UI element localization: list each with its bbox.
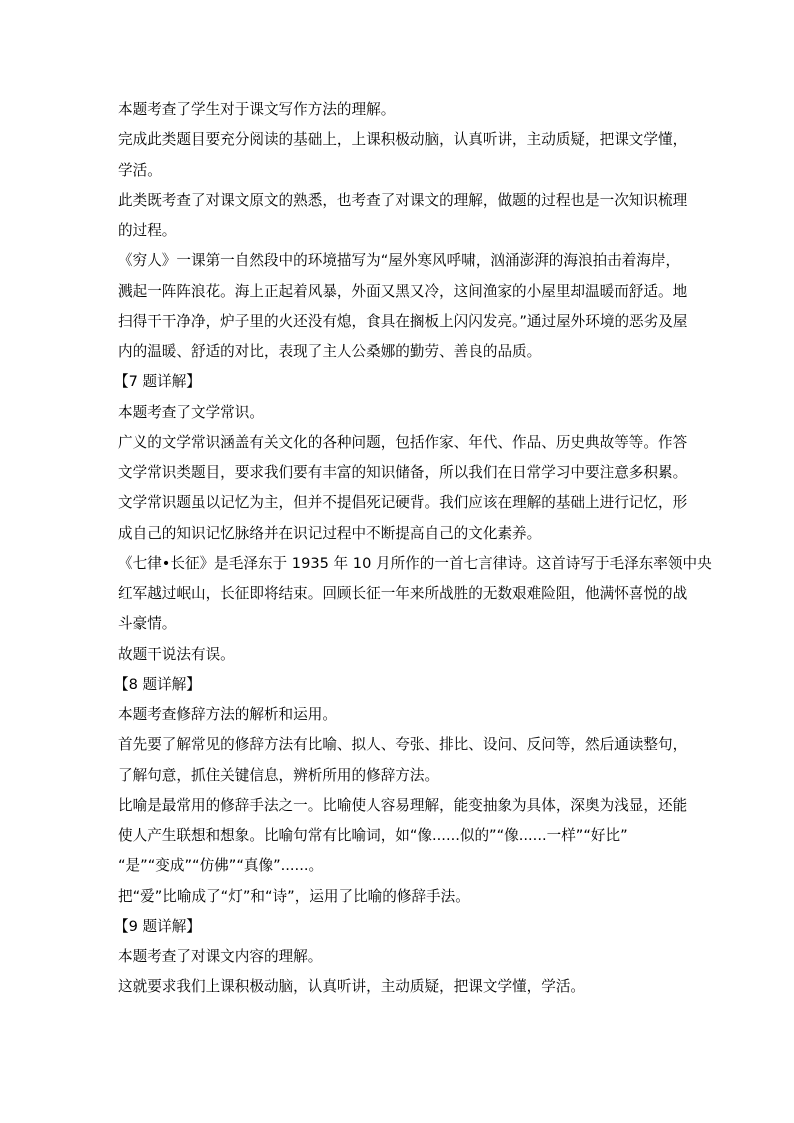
text-line: 成自己的知识记忆脉络并在识记过程中不断提高自己的文化素养。 xyxy=(118,524,542,542)
text-line: 此类既考查了对课文原文的熟悉，也考查了对课文的理解，做题的过程也是一次知识梳理 xyxy=(118,191,688,209)
text-line: 文学常识类题目，要求我们要有丰富的知识储备，所以我们在日常学习中要注意多积累。 xyxy=(118,464,688,481)
text-line: 广义的文学常识涵盖有关文化的各种问题，包括作家、年代、作品、历史典故等等。作答 xyxy=(118,433,688,451)
text-line: 溅起一阵阵浪花。海上正起着风暴，外面又黑又冷，这间渔家的小屋里却温暖而舒适。地 xyxy=(118,282,688,300)
text-line: 这就要求我们上课积极动脑，认真听讲，主动质疑，把课文学懂，学活。 xyxy=(118,978,586,996)
section-heading: 【8 题详解】 xyxy=(114,675,201,693)
text-line: 本题考查了对课文内容的理解。 xyxy=(118,948,323,965)
text-line: 使人产生联想和想象。比喻句常有比喻词，如“像......似的”“像......一样”“好比” xyxy=(118,827,628,844)
text-line: 首先要了解常见的修辞方法有比喻、拟人、夸张、排比、设问、反问等，然后通读整句， xyxy=(118,736,688,754)
text-line: 比喻是最常用的修辞手法之一。比喻使人容易理解，能变抽象为具体，深奥为浅显，还能 xyxy=(118,796,688,814)
text-line: 《七律•长征》是毛泽东于 1935 年 10 月所作的一首七言律诗。这首诗写于毛泽东率领中央 xyxy=(118,554,712,572)
text-line: 文学常识题虽以记忆为主，但并不提倡死记硬背。我们应该在理解的基础上进行记忆，形 xyxy=(118,494,688,512)
text-line: 斗豪情。 xyxy=(118,615,177,633)
text-line: 完成此类题目要充分阅读的基础上，上课积极动脑，认真听讲，主动质疑，把课文学懂， xyxy=(118,131,688,149)
text-line: 本题考查修辞方法的解析和运用。 xyxy=(118,706,337,723)
text-line: “是”“变成”“仿佛”“真像”......。 xyxy=(118,857,324,875)
text-line: 学活。 xyxy=(118,161,162,179)
document-page xyxy=(114,95,712,1003)
text-line: 了解句意，抓住关键信息，辨析所用的修辞方法。 xyxy=(118,766,440,784)
text-line: 内的温暖、舒适的对比，表现了主人公桑娜的勤劳、善良的品质。 xyxy=(118,343,542,360)
text-line: 故题干说法有误。 xyxy=(118,645,235,663)
text-line: 本题考查了文学常识。 xyxy=(118,403,264,421)
text-line: 本题考查了学生对于课文写作方法的理解。 xyxy=(118,101,396,118)
section-heading: 【9 题详解】 xyxy=(114,917,201,935)
text-line: 红军越过岷山，长征即将结束。回顾长征一年来所战胜的无数艰难险阻，他满怀喜悦的战 xyxy=(118,585,688,602)
text-line: 《穷人》一课第一自然段中的环境描写为“屋外寒风呼啸，汹涌澎湃的海浪拍击着海岸， xyxy=(118,252,681,270)
section-heading: 【7 题详解】 xyxy=(114,373,201,391)
text-line: 把“爱”比喻成了“灯”和“诗”，运用了比喻的修辞手法。 xyxy=(118,887,470,905)
text-line: 扫得干干净净，炉子里的火还没有熄，食具在搁板上闪闪发亮。”通过屋外环境的恶劣及屋 xyxy=(118,312,688,330)
text-line: 的过程。 xyxy=(118,222,177,239)
